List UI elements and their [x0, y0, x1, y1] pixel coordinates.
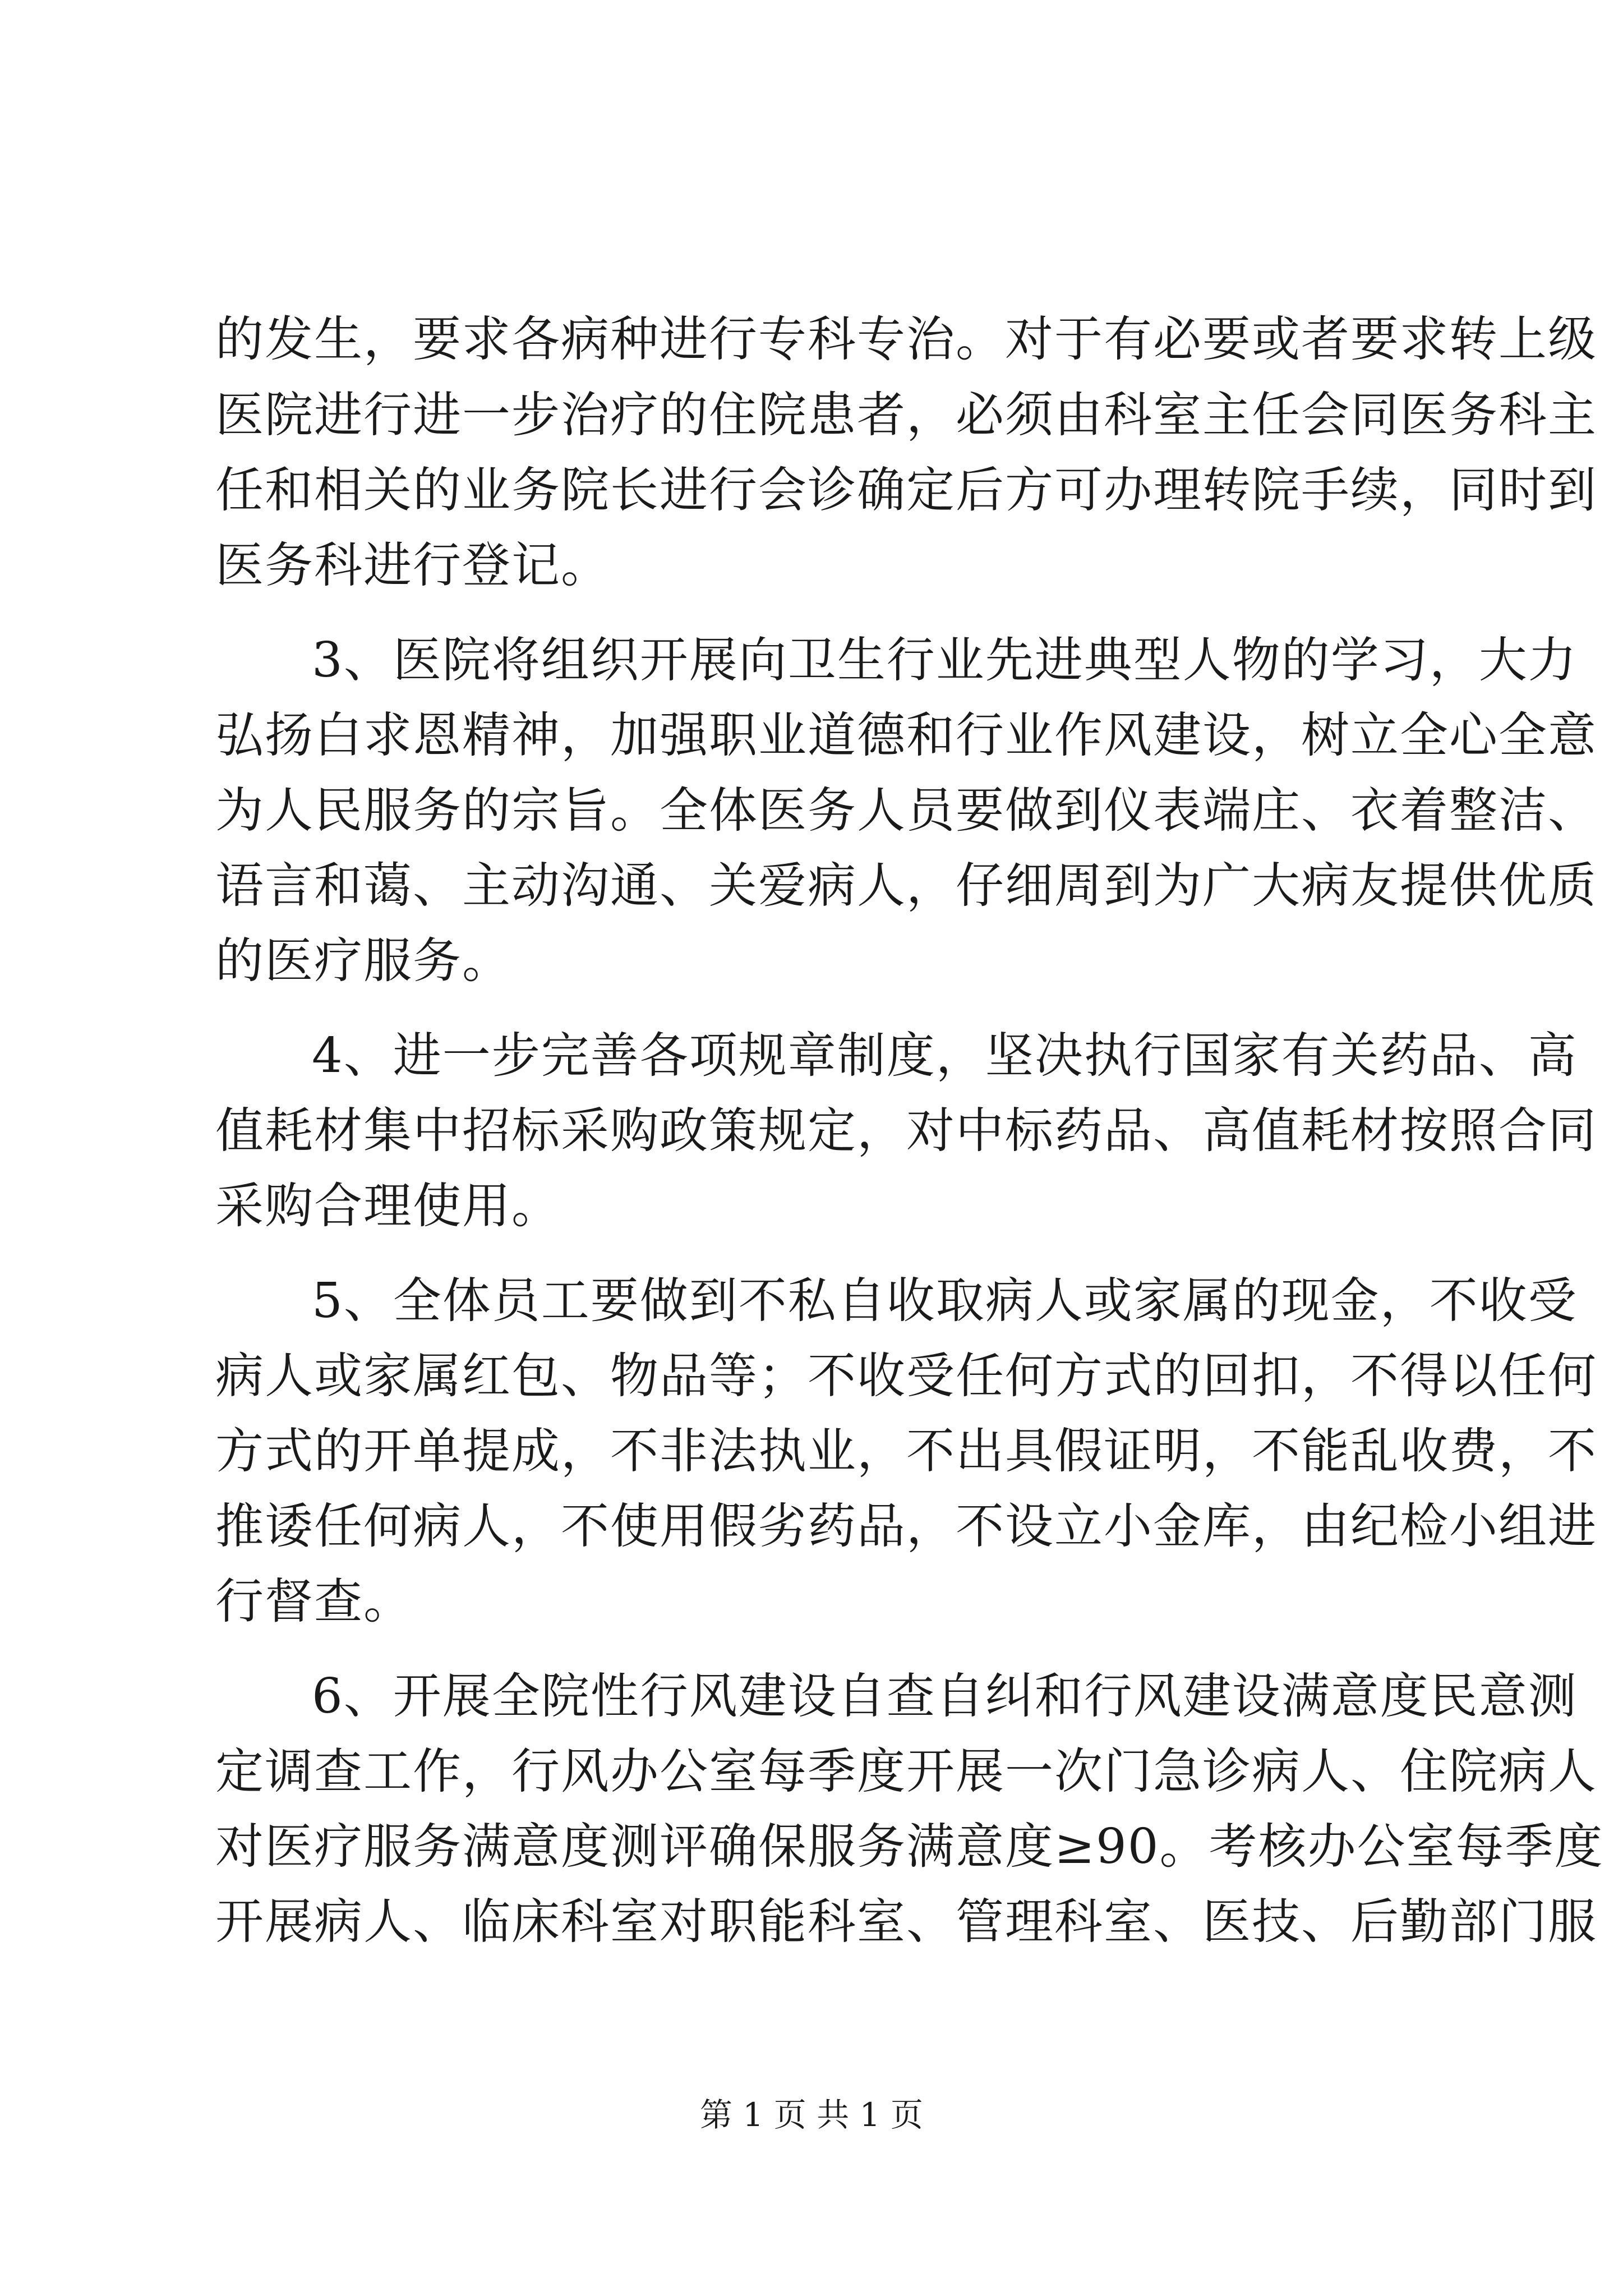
text-line: 医院进行进一步治疗的住院患者，必须由科室主任会同医务科主 — [215, 387, 1597, 443]
text-line: 开展病人、临床科室对职能科室、管理科室、医技、后勤部门服 — [215, 1894, 1597, 1950]
paragraph-4-first-line: 4、进一步完善各项规章制度，坚决执行国家有关药品、高 — [312, 1028, 1578, 1084]
text-line: 定调查工作，行风办公室每季度开展一次门急诊病人、住院病人 — [215, 1743, 1597, 1800]
text-line: 任和相关的业务院长进行会诊确定后方可办理转院手续，同时到 — [215, 462, 1597, 518]
page-footer: 第 1 页 共 1 页 — [700, 2096, 923, 2134]
text-line: 采购合理使用。 — [215, 1178, 561, 1234]
text-line: 医务科进行登记。 — [215, 537, 610, 593]
text-line: 的发生，要求各病种进行专科专治。对于有必要或者要求转上级 — [215, 311, 1597, 367]
text-line: 行督查。 — [215, 1573, 413, 1630]
text-line: 对医疗服务满意度测评确保服务满意度≥90。考核办公室每季度 — [215, 1819, 1604, 1875]
text-line: 的医疗服务。 — [215, 933, 511, 989]
text-line: 弘扬白求恩精神，加强职业道德和行业作风建设，树立全心全意 — [215, 707, 1597, 763]
text-line: 推诿任何病人，不使用假劣药品，不设立小金库，由纪检小组进 — [215, 1498, 1597, 1554]
paragraph-6-first-line: 6、开展全院性行风建设自查自纠和行风建设满意度民意测 — [312, 1668, 1578, 1724]
paragraph-3-first-line: 3、医院将组织开展向卫生行业先进典型人物的学习，大力 — [312, 632, 1578, 688]
text-line: 为人民服务的宗旨。全体医务人员要做到仪表端庄、衣着整洁、 — [215, 783, 1597, 839]
text-line: 方式的开单提成，不非法执业，不出具假证明，不能乱收费，不 — [215, 1423, 1597, 1479]
text-line: 值耗材集中招标采购政策规定，对中标药品、高值耗材按照合同 — [215, 1103, 1597, 1159]
paragraph-5-first-line: 5、全体员工要做到不私自收取病人或家属的现金，不收受 — [312, 1273, 1578, 1329]
text-line: 语言和蔼、主动沟通、关爱病人，仔细周到为广大病友提供优质 — [215, 858, 1597, 914]
text-line: 病人或家属红包、物品等；不收受任何方式的回扣，不得以任何 — [215, 1348, 1597, 1404]
